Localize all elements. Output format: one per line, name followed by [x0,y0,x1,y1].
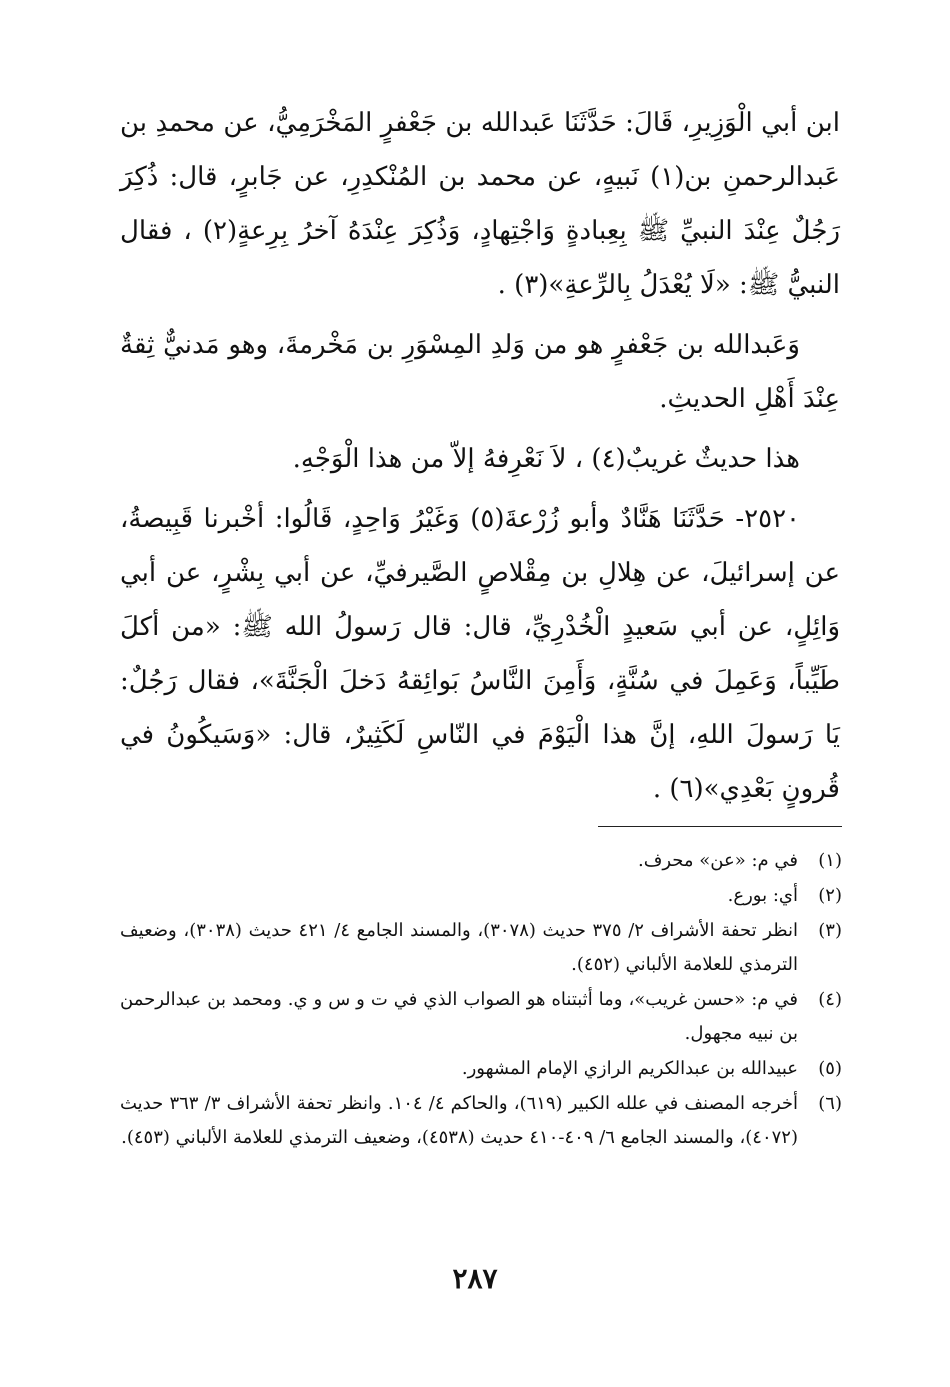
page-number: ٢٨٧ [452,1262,498,1295]
paragraph-isnad-continuation: ابن أبي الْوَزِيرِ، قَالَ: حَدَّثَنَا عَبدالله بن جَعْفرٍ المَخْرَمِيُّ، عن محمدِ بن عَبدالرحمنِ بن(١) نَبيهٍ، عن محمد بن المُنْكدِرِ، عن جَابرٍ، قال: ذُكِرَ رَجُلٌ عِنْدَ النبيِّ ﷺ بِعِبادةٍ وَاجْتِهادٍ، وَذُكِرَ عِنْدَهُ آخرُ بِرِعةٍ(٢) ، فقال النبيُّ ﷺ: «لَا يُعْدَلُ بِالرِّعةِ»(٣) . [120,108,841,300]
footnote [120,844,842,878]
footnote-number: (٥) [818,1058,842,1079]
footnote-text: في م: «عن» محرف. [637,850,798,871]
footnote [120,1087,842,1155]
footnote [120,1052,842,1086]
footnote-number: (٤) [818,989,842,1010]
footnote-text: أي: بورع. [727,885,798,906]
paragraph-hadith-2520: ٢٥٢٠- حَدَّثَنَا هَنَّادٌ وأبو زُرْعةَ(٥) وَغَيْرُ وَاحِدٍ، قَالُوا: أخْبرنا قَبِيصةُ، عن إسرائيلَ، عن هِلالِ بن مِقْلاصٍ الصَّيرفيِّ، عن أبي بِشْرٍ، عن أبي وَائِلٍ، عن أبي سَعيدٍ الْخُدْرِيِّ، قال: قال رَسولُ الله ﷺ: «من أكلَ طَيِّباً، وَعَمِلَ في سُنَّةٍ، وَأَمِنَ النَّاسُ بَوائِقهُ دَخلَ الْجَنَّةَ»، فقال رَجُلٌ: يَا رَسولَ اللهِ، إنَّ هذا الْيَوْمَ في النّاسِ لَكَثِيرٌ، قال: «وَسَيكُونُ في قُرونٍ بَعْدِي»(٦) . [120,504,840,804]
footnote [120,914,842,982]
footnote-text: أخرجه المصنف في علله الكبير (٦١٩)، والحاكم ٤/ ١٠٤. وانظر تحفة الأشراف ٣/ ٣٦٣ حديث (٤٠٧٢)، والمسند الجامع ٦/ ٤٠٩-٤١٠ حديث (٤٥٣٨)، وضعيف الترمذي للعلامة الألباني (٤٥٣). [120,1093,799,1148]
footnote [120,983,842,1051]
paragraph-narrator-note: وَعَبدالله بن جَعْفرٍ هو من وَلدِ المِسْوَرِ بن مَخْرمةَ، وهو مَدنيٌّ ثِقةٌ عِنْدَ أَهْلِ الحديثِ. [120,330,840,414]
footnote-number: (١) [818,850,842,871]
footnote-text: عبيدالله بن عبدالكريم الرازي الإمام المشهور. [461,1058,798,1079]
footnote-text: في م: «حسن غريب»، وما أثبتناه هو الصواب الذي في ت و س و ي. ومحمد بن عبدالرحمن بن نبيه مجهول. [120,989,798,1044]
footnote [120,879,842,913]
footnote-number: (٣) [818,920,842,941]
footnote-number: (٦) [818,1093,842,1114]
main-text [120,96,840,822]
footnote-separator [598,826,842,827]
footnote-text: انظر تحفة الأشراف ٢/ ٣٧٥ حديث (٣٠٧٨)، والمسند الجامع ٤/ ٤٢١ حديث (٣٠٣٨)، وضعيف الترمذي للعلامة الألباني (٤٥٢). [120,920,798,975]
footnote-number: (٢) [818,885,842,906]
paragraph-hadith-grade: هذا حديثٌ غريبٌ(٤) ، لاَ نَعْرِفهُ إلاّ من هذا الْوَجْهِ. [292,444,800,474]
footnotes [120,844,842,1156]
